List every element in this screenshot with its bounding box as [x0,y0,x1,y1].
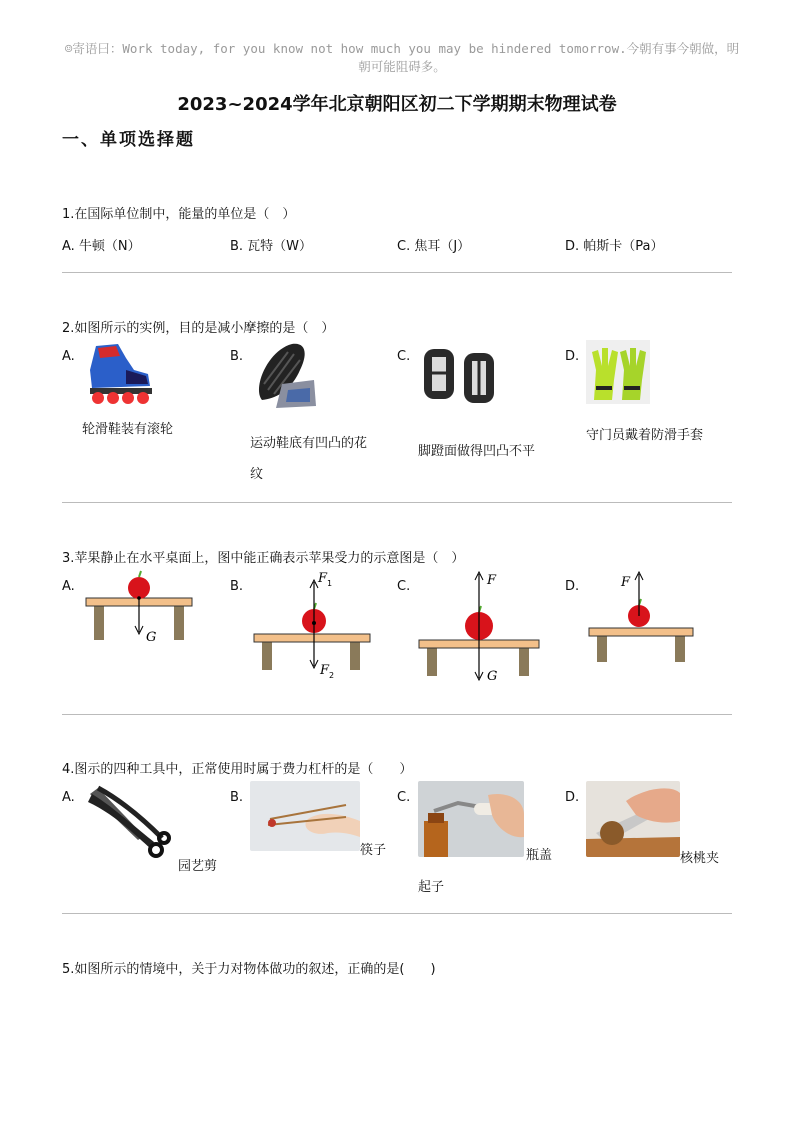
q3-letter-b[interactable]: B. [230,579,244,594]
q4-caption-a: 园艺剪 [178,859,218,874]
q4-letter-b[interactable]: B. [230,790,244,805]
q3-stem: 3.苹果静止在水平桌面上，图中能正确表示苹果受力的示意图是（ ） [62,551,465,566]
q4-caption-c: 瓶盖 [526,848,553,863]
q4-letter-c[interactable]: C. [397,790,411,805]
divider [62,714,732,715]
force-label-f2-sub: 2 [329,671,335,680]
nutcracker-image [586,781,680,857]
force-label-g: G [146,630,157,645]
q1-option-a[interactable]: A. 牛顿（N） [62,239,141,254]
goalkeeper-gloves-image [586,340,650,404]
divider [62,913,732,914]
q4-caption-d: 核桃夹 [680,851,720,866]
q1-option-d[interactable]: D. 帕斯卡（Pa） [565,239,664,254]
force-label-f1-sub: 1 [327,579,333,588]
apple-table-diagram-a [84,568,196,648]
q3-letter-a[interactable]: A. [62,579,75,594]
q4-caption-c-cont: 起子 [418,880,445,895]
page-title: 2023~2024学年北京朝阳区初二下学期期末物理试卷 [177,94,617,115]
q2-caption-c: 脚蹬面做得凹凸不平 [418,444,536,459]
q4-letter-a[interactable]: A. [62,790,75,805]
q4-caption-b: 筷子 [360,843,387,858]
apple-table-diagram-c [417,568,541,684]
q4-stem: 4.图示的四种工具中，正常使用时属于费力杠杆的是（ ） [62,762,413,777]
q2-caption-b: 运动鞋底有凹凸的花 [250,436,368,451]
bottle-opener-image [418,781,524,857]
section-heading: 一、单项选择题 [62,130,195,150]
q2-letter-a[interactable]: A. [62,349,75,364]
q2-caption-b-cont: 纹 [250,467,264,482]
force-label-g: G [487,669,498,684]
motto-line-2: 朝可能阻碍多。 [358,59,446,74]
q1-stem: 1.在国际单位制中，能量的单位是（ ） [62,207,296,222]
q5-stem: 5.如图所示的情境中，关于力对物体做功的叙述，正确的是( ) [62,962,436,977]
garden-shears-image [84,784,172,864]
sneaker-sole-image [248,340,318,412]
force-label-f: F [487,573,497,588]
q2-letter-c[interactable]: C. [397,349,411,364]
chopsticks-image [250,781,360,851]
q1-option-c[interactable]: C. 焦耳（J） [397,239,471,254]
motto-line-1: ☺寄语曰：Work today, for you know not how much you may be hindered tomorrow.今朝有事今朝做，明 [64,41,740,56]
q2-stem: 2.如图所示的实例，目的是减小摩擦的是（ ） [62,321,335,336]
q2-caption-a: 轮滑鞋装有滚轮 [82,422,174,437]
q4-letter-d[interactable]: D. [565,790,580,805]
divider [62,272,732,273]
pedals-image [420,343,500,409]
apple-table-diagram-b [252,566,372,686]
divider [62,502,732,503]
force-label-f: F [621,575,631,590]
q3-letter-d[interactable]: D. [565,579,580,594]
force-label-f2: F [320,663,330,678]
force-label-f1: F [318,571,328,586]
motto [52,40,752,76]
q2-letter-d[interactable]: D. [565,349,580,364]
q2-caption-d: 守门员戴着防滑手套 [586,428,704,443]
roller-skate-image [82,340,156,406]
apple-table-diagram-d [587,568,695,664]
q2-letter-b[interactable]: B. [230,349,244,364]
q3-letter-c[interactable]: C. [397,579,411,594]
q1-option-b[interactable]: B. 瓦特（W） [230,239,313,254]
